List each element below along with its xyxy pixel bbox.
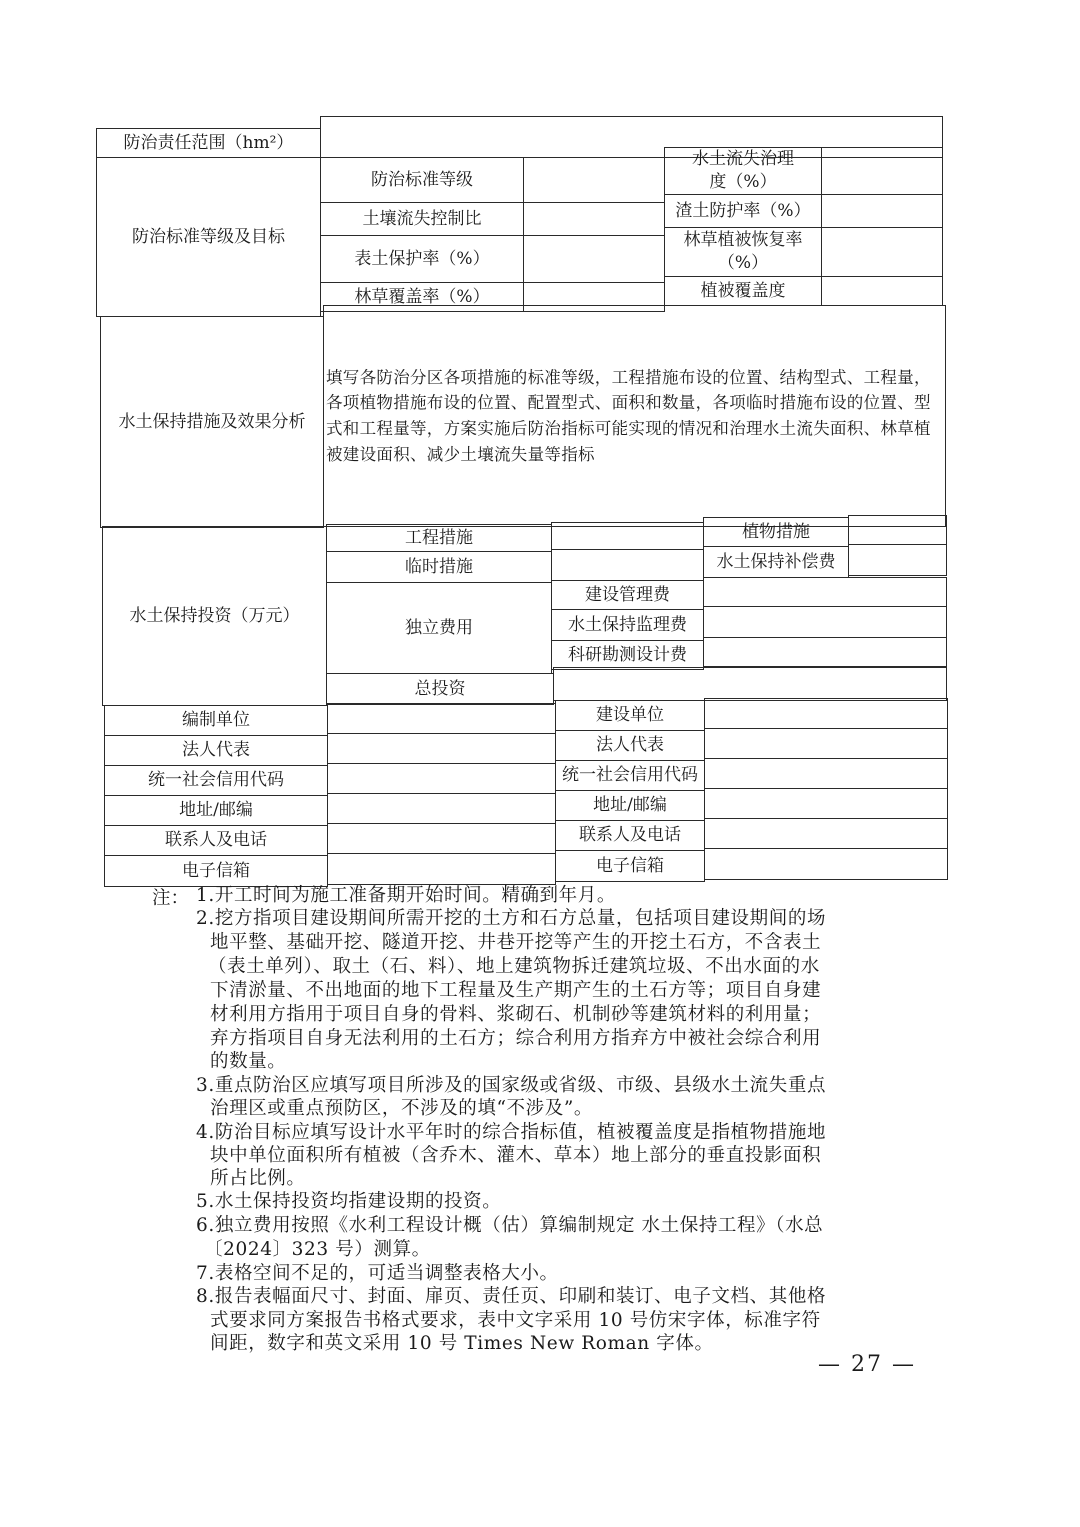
slag-protection-label: 渣土防护率（%） (664, 194, 822, 228)
note-line: 8.报告表幅面尺寸、封面、扉页、责任页、印刷和装订、电子文档、其他格 (196, 1286, 827, 1307)
builder-unit-value[interactable] (704, 698, 948, 729)
legal-rep-value-2[interactable] (704, 728, 948, 759)
slag-protection-value[interactable] (821, 194, 943, 228)
temporary-label: 临时措施 (326, 551, 552, 583)
contact-label: 联系人及电话 (104, 825, 328, 856)
note-line: 材利用方指用于项目自身的骨料、浆砌石、机制砂等建筑材料的利用量； (210, 1004, 822, 1025)
erosion-control-value[interactable] (821, 147, 943, 195)
note-line: 弃方指项目自身无法利用的土石方；综合利用方指弃方中被社会综合利用 (210, 1028, 822, 1049)
standard-section-label: 防治标准等级及目标 (96, 157, 321, 317)
note-line: 间距，数字和英文采用 10 号 Times New Roman 字体。 (210, 1333, 714, 1354)
note-line: 的数量。 (210, 1051, 287, 1072)
independent-label: 独立费用 (326, 582, 552, 674)
note-line: 5.水土保持投资均指建设期的投资。 (196, 1191, 502, 1212)
contact-value-2[interactable] (704, 818, 948, 849)
construction-mgmt-label: 建设管理费 (551, 580, 704, 610)
engineering-label: 工程措施 (326, 524, 552, 552)
email-label: 电子信箱 (104, 855, 328, 887)
legal-rep-label: 法人代表 (104, 735, 328, 766)
temporary-value[interactable] (551, 549, 704, 581)
supervision-label: 水土保持监理费 (551, 609, 704, 641)
email-value[interactable] (327, 853, 556, 885)
page-number: — 27 — (818, 1352, 916, 1377)
engineering-value[interactable] (551, 522, 704, 550)
erosion-control-label: 水土流失治理度（%） (664, 147, 822, 195)
topsoil-protection-label: 表土保护率（%） (320, 235, 524, 283)
plant-label: 植物措施 (703, 517, 849, 547)
credit-code-label: 统一社会信用代码 (104, 765, 328, 796)
address-label-2: 地址/邮编 (555, 790, 705, 821)
note-line: （表土单列）、取土（石、料）、地上建筑物拆迁建筑垃圾、不出水面的水 (208, 956, 820, 977)
measures-label: 水土保持措施及效果分析 (100, 316, 324, 528)
notes-label: 注： (152, 888, 190, 909)
note-line: 治理区或重点预防区，不涉及的填“不涉及”。 (210, 1098, 594, 1119)
note-line: 所占比例。 (210, 1168, 306, 1189)
soil-loss-ratio-label: 土壤流失控制比 (320, 202, 524, 236)
note-line: 3.重点防治区应填写项目所涉及的国家级或省级、市级、县级水土流失重点 (196, 1075, 827, 1096)
note-line: 4.防治目标应填写设计水平年时的综合指标值，植被覆盖度是指植物措施地 (196, 1122, 827, 1143)
note-line: 1.开工时间为施工准备期开始时间。精确到年月。 (196, 885, 616, 906)
address-value-2[interactable] (704, 788, 948, 819)
address-value[interactable] (327, 793, 556, 824)
soil-loss-ratio-value[interactable] (523, 202, 665, 236)
legal-rep-label-2: 法人代表 (555, 730, 705, 761)
builder-unit-label: 建设单位 (555, 700, 705, 731)
forest-coverage-label: 林草覆盖率（%） (320, 282, 524, 312)
note-line: 7.表格空间不足的，可适当调整表格大小。 (196, 1263, 559, 1284)
email-value-2[interactable] (704, 848, 948, 880)
compiler-unit-value[interactable] (327, 703, 556, 734)
vegetation-restoration-value[interactable] (821, 227, 943, 277)
note-line: 2.挖方指项目建设期间所需开挖的土方和石方总量，包括项目建设期间的场 (196, 908, 827, 929)
vegetation-cover-value[interactable] (821, 276, 943, 306)
construction-mgmt-value[interactable] (703, 577, 947, 607)
note-line: 块中单位面积所有植被（含乔木、灌木、草本）地上部分的垂直投影面积 (210, 1145, 822, 1166)
survey-design-value[interactable] (703, 637, 947, 667)
contact-value[interactable] (327, 823, 556, 854)
plant-value[interactable] (848, 515, 947, 545)
compensation-value[interactable] (848, 544, 947, 576)
vegetation-restoration-label: 林草植被恢复率（%） (664, 227, 822, 277)
standard-grade-value[interactable] (523, 157, 665, 203)
address-label: 地址/邮编 (104, 795, 328, 826)
total-label: 总投资 (326, 673, 554, 705)
vegetation-cover-label: 植被覆盖度 (664, 276, 822, 306)
legal-rep-value[interactable] (327, 733, 556, 764)
compensation-label: 水土保持补偿费 (703, 546, 849, 578)
credit-code-label-2: 统一社会信用代码 (555, 760, 705, 791)
scope-label: 防治责任范围（hm²） (96, 128, 321, 158)
credit-code-value[interactable] (327, 763, 556, 794)
measures-text[interactable]: 填写各防治分区各项措施的标准等级，工程措施布设的位置、结构型式、工程量，各项植物措施布设的位置、配置型式、面积和数量，各项临时措施布设的位置、型式和工程量等，方案实施后防治指标可能实现的情况和治理水土流失面积、林草植被建设面积、减少土壤流失量等指标 (323, 305, 946, 527)
contact-label-2: 联系人及电话 (555, 820, 705, 851)
note-line: 6.独立费用按照《水利工程设计概（估）算编制规定 水土保持工程》（水总 (196, 1215, 824, 1236)
note-line: 地平整、基础开挖、隧道开挖、井巷开挖等产生的开挖土石方，不含表土 (210, 932, 822, 953)
total-value[interactable] (553, 667, 947, 701)
supervision-value[interactable] (703, 606, 947, 638)
standard-grade-label: 防治标准等级 (320, 157, 524, 203)
email-label-2: 电子信箱 (555, 850, 705, 882)
note-line: 式要求同方案报告书格式要求，表中文字采用 10 号仿宋字体，标准字符 (210, 1310, 821, 1331)
topsoil-protection-value[interactable] (523, 235, 665, 283)
compiler-unit-label: 编制单位 (104, 705, 328, 736)
survey-design-label: 科研勘测设计费 (551, 640, 704, 670)
note-line: 下清淤量、不出地面的地下工程量及生产期产生的土石方等；项目自身建 (210, 980, 822, 1001)
note-line: 〔2024〕323 号）测算。 (204, 1239, 431, 1260)
credit-code-value-2[interactable] (704, 758, 948, 789)
investment-label: 水土保持投资（万元） (102, 526, 327, 706)
